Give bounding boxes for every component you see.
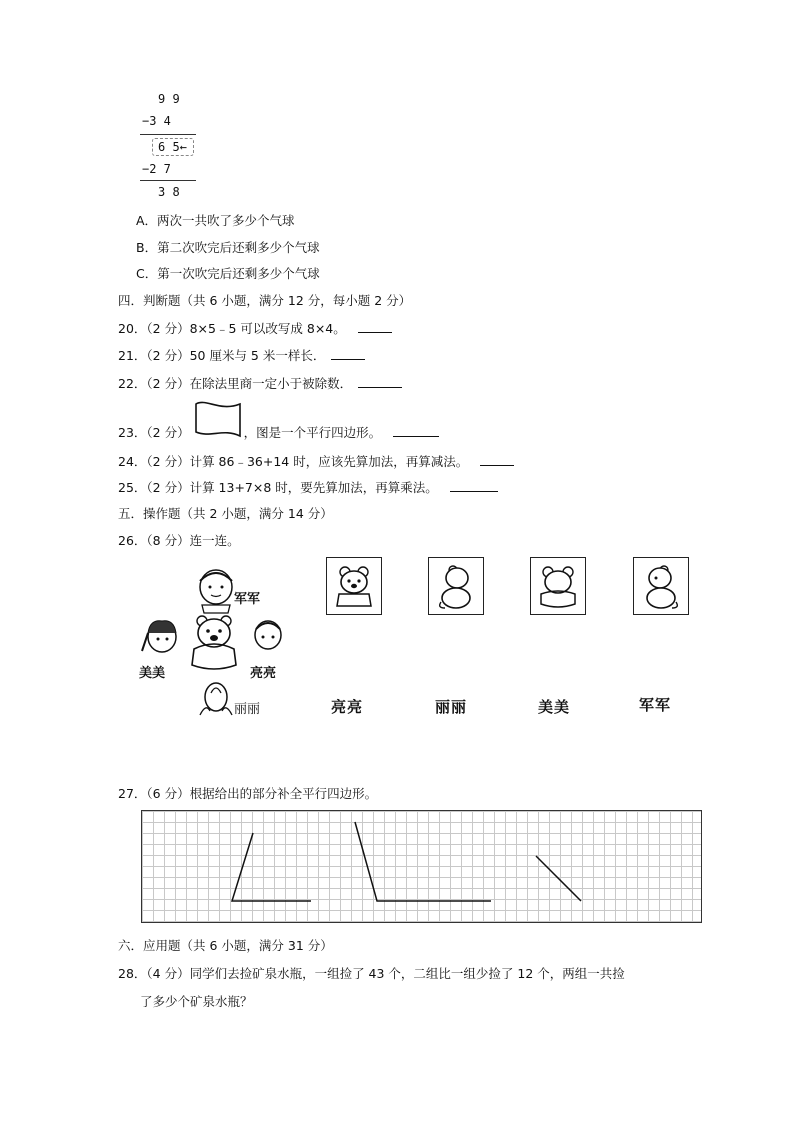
- kid-junjun-icon: [200, 570, 232, 613]
- bottom-name-1: 亮亮: [331, 698, 364, 716]
- question-26: 26．（8 分）连一连。: [118, 533, 240, 548]
- partial-parallelograms: [142, 811, 703, 924]
- bottom-name-3: 美美: [538, 698, 571, 716]
- question-20-text: 20．（2 分）8×5﹣5 可以改写成 8×4。: [118, 321, 346, 336]
- arith-rule-2: [140, 180, 196, 181]
- section5-title: 五．操作题（共 2 小题，满分 14 分）: [118, 506, 333, 521]
- bear-center-icon: [192, 616, 236, 669]
- bear-front-icon: [327, 558, 381, 614]
- answer-blank-25[interactable]: [450, 481, 498, 492]
- question-27: 27．（6 分）根据给出的部分补全平行四边形。: [118, 786, 378, 801]
- label-junjun: 军军: [234, 592, 261, 607]
- option-a: A．两次一共吹了多少个气球: [136, 213, 295, 228]
- question-25-text: 25．（2 分）计算 13+7×8 时，要先算加法，再算乘法。: [118, 480, 438, 495]
- bear-side-icon: [429, 558, 483, 614]
- option-c: C．第一次吹完后还剩多少个气球: [136, 266, 320, 281]
- option-b: B．第二次吹完后还剩多少个气球: [136, 240, 320, 255]
- arith-row-4: −2 7: [142, 162, 171, 176]
- arith-row-5: 3 8: [158, 185, 180, 199]
- bottom-name-4: 军军: [639, 696, 672, 714]
- wavy-quadrilateral-figure: [192, 398, 246, 440]
- label-meimei: 美美: [139, 666, 166, 681]
- bottom-name-2: 丽丽: [435, 698, 468, 716]
- question-28-line1: 28．（4 分）同学们去捡矿泉水瓶，一组捡了 43 个，二组比一组少捡了 12 个，两组一共捡: [118, 966, 625, 981]
- answer-blank-22[interactable]: [358, 377, 402, 388]
- question-21-text: 21．（2 分）50 厘米与 5 米一样长．: [118, 348, 326, 363]
- vertical-subtraction: [138, 92, 218, 202]
- question-21: [118, 346, 365, 364]
- arith-row-2: −3 4: [142, 114, 171, 128]
- kid-meimei-icon: [142, 621, 176, 652]
- arith-rule-1: [140, 134, 196, 135]
- question-23-prefix: 23．（2 分）: [118, 425, 190, 440]
- answer-blank-24[interactable]: [480, 455, 514, 466]
- picture-bear-side-2[interactable]: [633, 557, 689, 615]
- square-grid[interactable]: [141, 810, 702, 923]
- question-23: [118, 423, 439, 441]
- answer-blank-23[interactable]: [393, 426, 439, 437]
- answer-blank-20[interactable]: [358, 322, 392, 333]
- arith-row-1: 9 9: [158, 92, 180, 106]
- question-20: [118, 319, 392, 337]
- section4-title: 四．判断题（共 6 小题，满分 12 分，每小题 2 分）: [118, 293, 412, 308]
- question-23-suffix: ，图是一个平行四边形。: [243, 425, 382, 440]
- question-22: [118, 374, 402, 392]
- kids-around-bear-illustration: [136, 565, 296, 717]
- arith-row-3: 6 5←: [158, 140, 187, 154]
- section6-title: 六．应用题（共 6 小题，满分 31 分）: [118, 938, 333, 953]
- answer-blank-21[interactable]: [331, 349, 365, 360]
- bear-back-icon: [531, 558, 585, 614]
- question-24: [118, 452, 514, 470]
- label-liangliang: 亮亮: [250, 666, 277, 681]
- kid-lili-icon: [200, 683, 232, 715]
- question-24-text: 24．（2 分）计算 86﹣36+14 时，应该先算加法，再算减法。: [118, 454, 469, 469]
- question-25: [118, 478, 498, 496]
- question-28-line2: 了多少个矿泉水瓶？: [140, 994, 253, 1009]
- question-22-text: 22．（2 分）在除法里商一定小于被除数．: [118, 376, 353, 391]
- picture-bear-side-1[interactable]: [428, 557, 484, 615]
- label-lili: 丽丽: [234, 702, 261, 717]
- picture-bear-back[interactable]: [530, 557, 586, 615]
- kid-liangliang-icon: [255, 621, 281, 649]
- picture-bear-front-1[interactable]: [326, 557, 382, 615]
- bear-side-left-icon: [634, 558, 688, 614]
